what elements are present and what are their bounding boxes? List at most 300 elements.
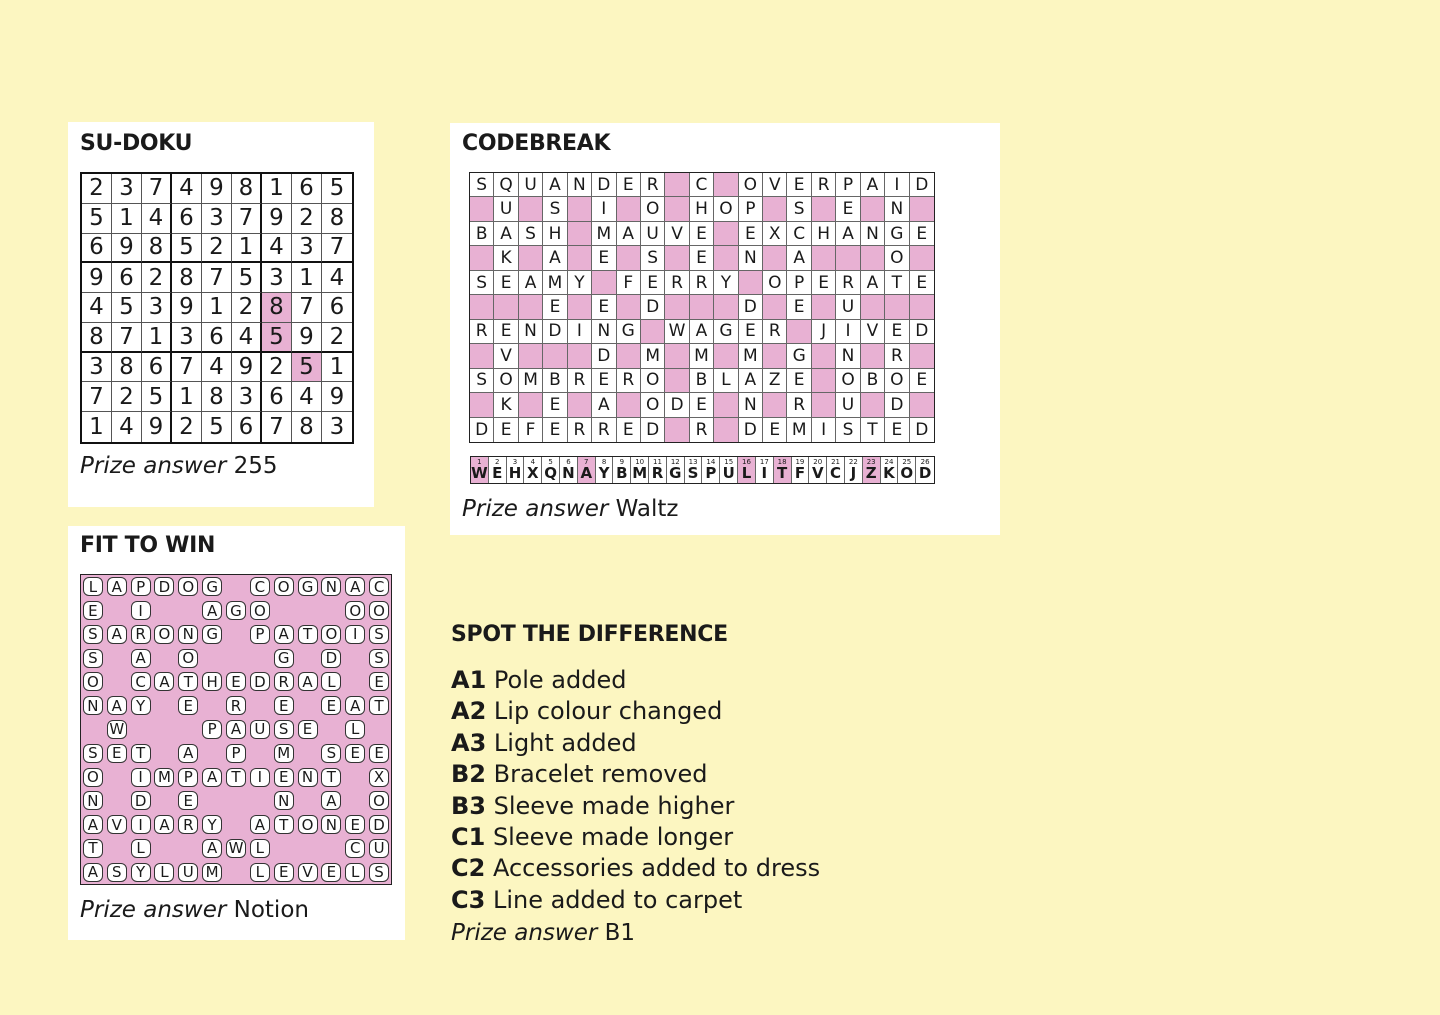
codebreak-block (470, 295, 494, 319)
fit-block (272, 599, 296, 623)
fit-cell (105, 694, 129, 718)
fit-letter-tile: C (369, 577, 389, 596)
fit-letter-tile: P (131, 577, 151, 596)
fit-block (224, 646, 248, 670)
fit-letter-tile: E (274, 863, 294, 882)
codebreak-title: CODEBREAK (462, 131, 611, 156)
codebreak-cell: E (592, 295, 616, 319)
fit-letter-tile: A (202, 839, 222, 858)
fit-cell (129, 623, 153, 647)
sudoku-cell: 6 (322, 293, 352, 323)
codebreak-cell: D (739, 295, 763, 319)
fit-block (200, 694, 224, 718)
sudoku-cell: 7 (262, 412, 292, 442)
fit-cell (367, 623, 391, 647)
fit-cell (343, 836, 367, 860)
sudoku-cell: 2 (142, 263, 172, 293)
codebreak-cell: E (690, 246, 714, 270)
fit-cell (129, 765, 153, 789)
fit-letter-tile: I (131, 815, 151, 834)
codebreak-key-letter: Q (544, 464, 557, 482)
codebreak-key-letter: U (722, 464, 735, 482)
codebreak-block (812, 246, 836, 270)
fit-letter-tile: T (369, 696, 389, 715)
codebreak-cell: I (568, 320, 592, 344)
difference-item (451, 792, 734, 820)
codebreak-cell: B (543, 369, 567, 393)
codebreak-key-cell (560, 457, 578, 483)
fit-cell (343, 623, 367, 647)
fit-block (200, 741, 224, 765)
fit-letter-tile: S (107, 863, 127, 882)
prize-label: Prize answer (80, 897, 227, 923)
codebreak-cell: B (470, 222, 494, 246)
codebreak-key-number: 21 (831, 458, 840, 466)
codebreak-cell: R (568, 369, 592, 393)
fit-letter-tile: L (83, 577, 103, 596)
codebreak-cell: E (812, 271, 836, 295)
sudoku-cell: 9 (292, 323, 322, 353)
fit-letter-tile: Y (131, 696, 151, 715)
fit-cell (105, 813, 129, 837)
sudoku-cell: 4 (172, 174, 202, 204)
sudoku-cell: 7 (322, 234, 352, 264)
sudoku-cell: 3 (202, 204, 232, 234)
codebreak-block (665, 295, 689, 319)
fit-block (319, 836, 343, 860)
fit-letter-tile: O (178, 577, 198, 596)
codebreak-cell: U (519, 173, 543, 197)
fit-cell (224, 836, 248, 860)
codebreak-cell: L (714, 369, 738, 393)
codebreak-cell: G (885, 222, 909, 246)
codebreak-cell: E (494, 418, 518, 442)
codebreak-block (494, 295, 518, 319)
fit-block (319, 599, 343, 623)
codebreak-cell: Y (568, 271, 592, 295)
fit-cell (176, 623, 200, 647)
fit-cell (248, 670, 272, 694)
codebreak-cell: R (568, 418, 592, 442)
codebreak-cell: D (665, 393, 689, 417)
fit-block (129, 718, 153, 742)
fit-letter-tile: N (178, 625, 198, 644)
fit-to-win-title: FIT TO WIN (80, 533, 216, 558)
codebreak-cell: S (470, 173, 494, 197)
codebreak-key-letter: H (508, 464, 522, 482)
codebreak-cell: E (592, 246, 616, 270)
fit-cell (224, 694, 248, 718)
fit-cell (343, 813, 367, 837)
codebreak-cell: A (836, 222, 860, 246)
fit-cell (129, 741, 153, 765)
codebreak-block (568, 197, 592, 221)
codebreak-key-number: 18 (777, 458, 787, 466)
fit-cell (367, 646, 391, 670)
fit-letter-tile: E (321, 863, 341, 882)
fit-letter-tile: L (345, 720, 365, 739)
fit-cell (129, 836, 153, 860)
fit-letter-tile: R (131, 625, 151, 644)
fit-cell (319, 765, 343, 789)
codebreak-key-number: 3 (512, 458, 518, 466)
fit-cell (81, 765, 105, 789)
fit-letter-tile: O (154, 625, 174, 644)
fit-letter-tile: E (178, 696, 198, 715)
sudoku-cell: 1 (262, 174, 292, 204)
fit-letter-tile: E (274, 696, 294, 715)
fit-cell (129, 670, 153, 694)
codebreak-cell: R (617, 369, 641, 393)
fit-cell (296, 623, 320, 647)
sudoku-cell: 7 (112, 323, 142, 353)
codebreak-key-cell (881, 457, 899, 483)
fit-cell (296, 860, 320, 884)
codebreak-block (861, 246, 885, 270)
codebreak-cell: G (787, 344, 811, 368)
fit-letter-tile: U (250, 720, 270, 739)
fit-cell (343, 718, 367, 742)
codebreak-cell: V (861, 320, 885, 344)
fit-letter-tile: V (298, 863, 318, 882)
fit-letter-tile: C (131, 672, 151, 691)
codebreak-cell: E (787, 295, 811, 319)
sudoku-cell: 7 (172, 353, 202, 383)
sudoku-cell: 8 (292, 412, 322, 442)
fit-letter-tile: S (321, 744, 341, 763)
codebreak-key-cell (578, 457, 596, 483)
sudoku-cell: 5 (232, 263, 262, 293)
fit-block (248, 646, 272, 670)
codebreak-cell: N (836, 344, 860, 368)
sudoku-cell: 9 (202, 174, 232, 204)
fit-letter-tile: E (345, 815, 365, 834)
codebreak-cell: A (617, 222, 641, 246)
sudoku-cell: 1 (112, 204, 142, 234)
fit-letter-tile: O (250, 601, 270, 620)
fit-letter-tile: P (226, 744, 246, 763)
sudoku-cell: 8 (322, 204, 352, 234)
fit-block (153, 599, 177, 623)
codebreak-cell: E (885, 418, 909, 442)
codebreak-cell: S (836, 418, 860, 442)
difference-code: A2 (451, 697, 487, 726)
codebreak-key-number: 7 (584, 458, 589, 466)
sudoku-cell: 1 (232, 234, 262, 264)
sudoku-cell: 9 (172, 293, 202, 323)
codebreak-cell: E (763, 418, 787, 442)
difference-item (451, 823, 733, 851)
fit-cell (153, 765, 177, 789)
codebreak-cell: V (763, 173, 787, 197)
fit-letter-tile: T (131, 744, 151, 763)
codebreak-cell: M (592, 222, 616, 246)
fit-cell (319, 623, 343, 647)
fit-cell (153, 623, 177, 647)
fit-letter-tile: P (178, 768, 198, 787)
fit-cell (176, 860, 200, 884)
fit-cell (224, 718, 248, 742)
fit-block (343, 646, 367, 670)
fit-letter-tile: S (369, 863, 389, 882)
sudoku-cell: 6 (82, 234, 112, 264)
codebreak-key-cell (667, 457, 685, 483)
codebreak-cell: N (861, 222, 885, 246)
fit-letter-tile: O (345, 601, 365, 620)
codebreak-cell: S (519, 222, 543, 246)
fit-to-win-grid (80, 574, 392, 885)
codebreak-cell: O (836, 369, 860, 393)
codebreak-cell: E (617, 418, 641, 442)
fit-cell (105, 860, 129, 884)
codebreak-cell: H (690, 197, 714, 221)
codebreak-key-letter: E (492, 464, 503, 482)
fit-cell (176, 789, 200, 813)
sudoku-cell: 8 (262, 293, 292, 323)
codebreak-cell: E (543, 393, 567, 417)
sudoku-cell: 6 (262, 382, 292, 412)
prize-value: Notion (233, 897, 309, 923)
fit-cell (343, 741, 367, 765)
codebreak-key-cell (756, 457, 774, 483)
difference-item (451, 729, 637, 757)
codebreak-cell: N (519, 320, 543, 344)
fit-letter-tile: C (250, 577, 270, 596)
codebreak-block (714, 173, 738, 197)
fit-cell (129, 860, 153, 884)
fit-letter-tile: L (250, 863, 270, 882)
codebreak-cell: R (470, 320, 494, 344)
sudoku-cell: 4 (112, 412, 142, 442)
sudoku-cell: 6 (172, 204, 202, 234)
fit-cell (200, 813, 224, 837)
fit-letter-tile: A (107, 696, 127, 715)
fit-cell (105, 623, 129, 647)
codebreak-key-letter: O (900, 464, 914, 482)
codebreak-block (665, 197, 689, 221)
codebreak-cell: R (836, 271, 860, 295)
fit-cell (319, 789, 343, 813)
fit-letter-tile: E (321, 696, 341, 715)
fit-letter-tile: A (154, 672, 174, 691)
codebreak-cell: I (812, 418, 836, 442)
codebreak-key-letter: B (616, 464, 628, 482)
fit-letter-tile: O (274, 577, 294, 596)
fit-letter-tile: N (298, 768, 318, 787)
prize-label: Prize answer (451, 920, 598, 946)
fit-letter-tile: G (298, 577, 318, 596)
sudoku-cell: 1 (82, 412, 112, 442)
codebreak-cell: N (739, 246, 763, 270)
fit-block (153, 741, 177, 765)
difference-code: C3 (451, 885, 486, 914)
codebreak-cell: Q (494, 173, 518, 197)
sudoku-title: SU-DOKU (80, 131, 193, 156)
sudoku-cell: 3 (142, 293, 172, 323)
codebreak-grid (469, 172, 935, 443)
codebreak-block (763, 246, 787, 270)
fit-block (153, 694, 177, 718)
difference-text: Pole added (486, 666, 627, 694)
sudoku-cell: 5 (82, 204, 112, 234)
sudoku-cell: 2 (172, 412, 202, 442)
fit-cell (296, 765, 320, 789)
sudoku-cell: 9 (142, 412, 172, 442)
fit-letter-tile: T (226, 768, 246, 787)
fit-block (343, 670, 367, 694)
fit-cell (296, 718, 320, 742)
fit-letter-tile: A (131, 649, 151, 668)
fit-letter-tile: D (369, 815, 389, 834)
sudoku-cell: 1 (142, 323, 172, 353)
codebreak-key-number: 17 (759, 458, 769, 466)
codebreak-cell: A (787, 246, 811, 270)
codebreak-cell: M (690, 344, 714, 368)
codebreak-cell: R (690, 418, 714, 442)
difference-item (451, 886, 742, 914)
sudoku-cell: 5 (322, 174, 352, 204)
sudoku-cell: 3 (172, 323, 202, 353)
codebreak-block (910, 295, 934, 319)
difference-item (451, 854, 820, 882)
sudoku-cell: 3 (329, 414, 345, 441)
codebreak-key-number: 24 (884, 458, 894, 466)
codebreak-key-letter: R (651, 464, 664, 482)
codebreak-cell: S (543, 197, 567, 221)
fit-to-win-prize-answer (80, 897, 309, 923)
codebreak-key-cell (542, 457, 560, 483)
codebreak-cell: M (641, 344, 665, 368)
fit-letter-tile: E (226, 672, 246, 691)
codebreak-key-letter: T (777, 464, 788, 482)
codebreak-cell: T (885, 271, 909, 295)
fit-cell (272, 623, 296, 647)
codebreak-key-letter: M (632, 464, 648, 482)
fit-cell (343, 599, 367, 623)
fit-cell (176, 646, 200, 670)
fit-cell (296, 670, 320, 694)
codebreak-key-number: 8 (601, 458, 607, 466)
codebreak-cell: A (494, 222, 518, 246)
codebreak-block (568, 344, 592, 368)
fit-block (272, 836, 296, 860)
fit-block (105, 599, 129, 623)
codebreak-block (812, 369, 836, 393)
codebreak-key-cell (827, 457, 845, 483)
codebreak-block (592, 271, 616, 295)
sudoku-cell: 5 (202, 412, 232, 442)
codebreak-key-number: 10 (635, 458, 645, 466)
fit-cell (272, 813, 296, 837)
codebreak-block (714, 222, 738, 246)
codebreak-cell: D (885, 393, 909, 417)
fit-letter-tile: A (83, 863, 103, 882)
codebreak-cell: E (739, 320, 763, 344)
fit-letter-tile: L (345, 863, 365, 882)
fit-cell (81, 741, 105, 765)
codebreak-cell: O (739, 173, 763, 197)
fit-letter-tile: P (202, 720, 222, 739)
codebreak-block (519, 344, 543, 368)
fit-block (153, 836, 177, 860)
codebreak-block (836, 246, 860, 270)
codebreak-block (665, 369, 689, 393)
codebreak-key-letter: G (669, 464, 682, 482)
fit-letter-tile: E (369, 672, 389, 691)
codebreak-key-letter: S (687, 464, 699, 482)
fit-cell (367, 694, 391, 718)
difference-item (451, 666, 626, 694)
codebreak-block (714, 393, 738, 417)
fit-block (296, 646, 320, 670)
fit-letter-tile: C (345, 839, 365, 858)
fit-letter-tile: L (131, 839, 151, 858)
codebreak-cell: E (787, 173, 811, 197)
fit-cell (81, 623, 105, 647)
codebreak-cell: K (494, 393, 518, 417)
codebreak-cell: N (885, 197, 909, 221)
fit-letter-tile: T (178, 672, 198, 691)
fit-letter-tile: A (345, 577, 365, 596)
codebreak-block (519, 393, 543, 417)
codebreak-block (910, 344, 934, 368)
codebreak-cell: S (470, 271, 494, 295)
fit-letter-tile: A (107, 577, 127, 596)
fit-block (224, 623, 248, 647)
codebreak-block (617, 344, 641, 368)
sudoku-cell: 5 (292, 353, 322, 383)
fit-block (296, 599, 320, 623)
fit-letter-tile: G (202, 577, 222, 596)
fit-cell (200, 765, 224, 789)
codebreak-cell: I (592, 197, 616, 221)
sudoku-cell: 2 (322, 323, 352, 353)
fit-letter-tile: N (274, 791, 294, 810)
codebreak-block (690, 295, 714, 319)
codebreak-block (519, 295, 543, 319)
codebreak-block (470, 246, 494, 270)
prize-value: Waltz (615, 496, 679, 522)
fit-letter-tile: W (226, 839, 246, 858)
fit-letter-tile: A (226, 720, 246, 739)
codebreak-block (714, 418, 738, 442)
codebreak-key-cell (471, 457, 489, 483)
codebreak-block (519, 246, 543, 270)
codebreak-cell: R (641, 173, 665, 197)
codebreak-key-cell (507, 457, 525, 483)
fit-cell (200, 623, 224, 647)
fit-cell (272, 860, 296, 884)
codebreak-cell: S (470, 369, 494, 393)
fit-cell (200, 599, 224, 623)
codebreak-key-cell (792, 457, 810, 483)
codebreak-key-letter: Y (598, 464, 610, 482)
codebreak-key-cell (649, 457, 667, 483)
fit-letter-tile: D (154, 577, 174, 596)
codebreak-cell: Z (763, 369, 787, 393)
codebreak-cell: Y (714, 271, 738, 295)
fit-letter-tile: U (369, 839, 389, 858)
codebreak-cell: O (885, 246, 909, 270)
sudoku-cell: 1 (172, 382, 202, 412)
codebreak-cell: E (543, 295, 567, 319)
fit-block (105, 765, 129, 789)
codebreak-key-cell (738, 457, 756, 483)
fit-letter-tile: M (154, 768, 174, 787)
fit-letter-tile: O (369, 791, 389, 810)
fit-cell (129, 575, 153, 599)
codebreak-cell: E (617, 173, 641, 197)
